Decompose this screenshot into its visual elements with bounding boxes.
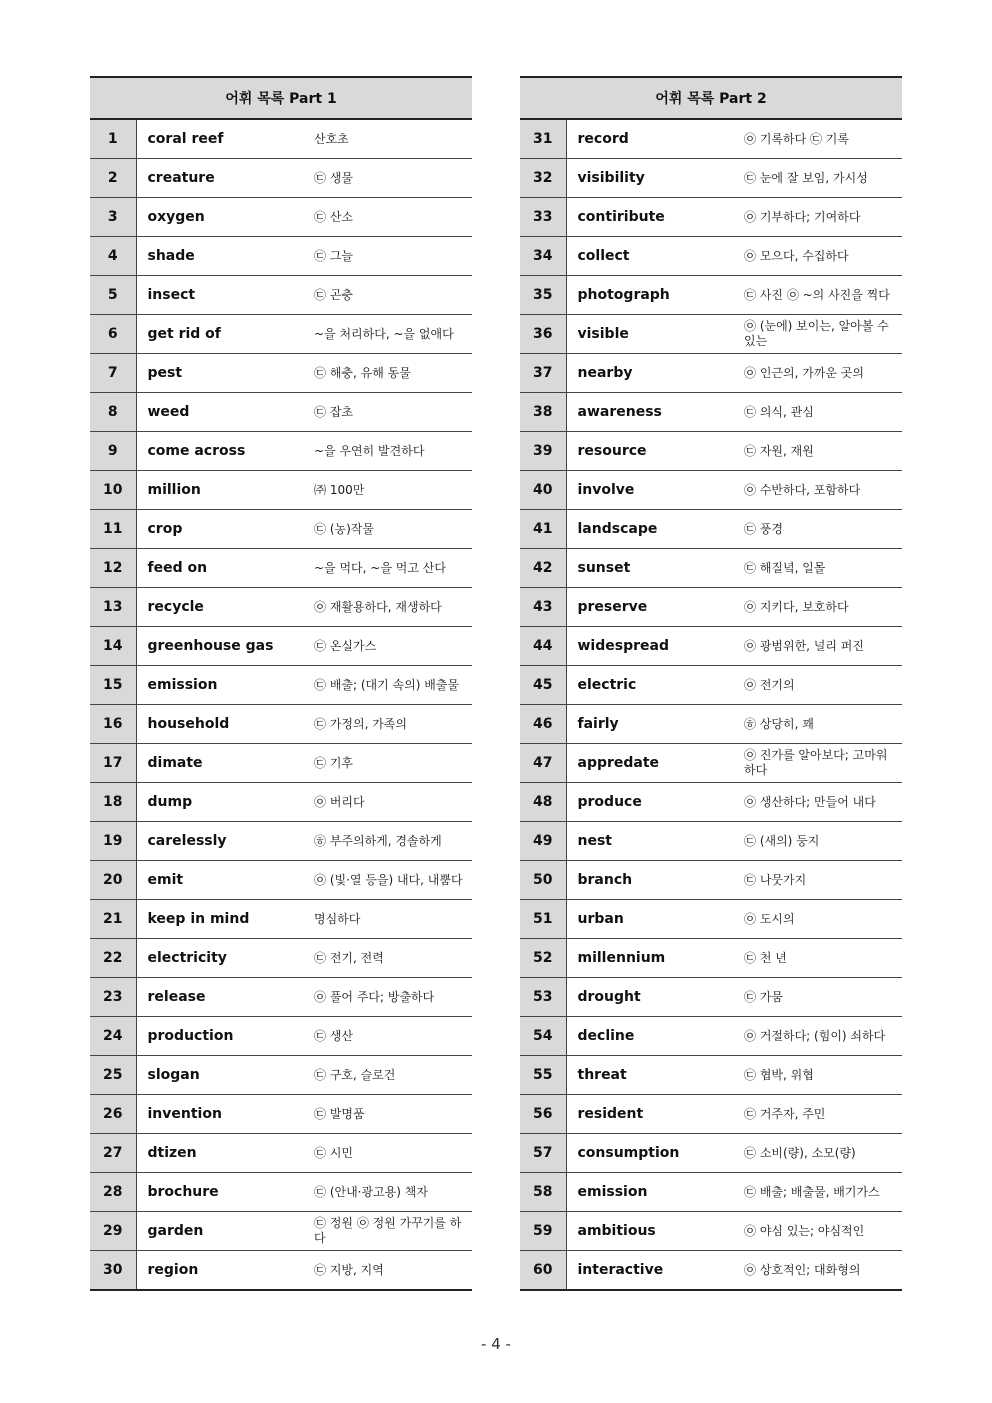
table-row bbox=[520, 822, 902, 861]
entry-meaning: ㉢ 잡초 bbox=[305, 393, 472, 432]
entry-number: 29 bbox=[90, 1212, 136, 1251]
entry-meaning: ㉢ 천 년 bbox=[735, 939, 902, 978]
entry-number: 17 bbox=[90, 744, 136, 783]
entry-number: 3 bbox=[90, 198, 136, 237]
entry-word: landscape bbox=[566, 510, 735, 549]
entry-word: carelessly bbox=[136, 822, 305, 861]
entry-word: emit bbox=[136, 861, 305, 900]
entry-meaning: ㉢ 해질녘, 일몰 bbox=[735, 549, 902, 588]
table-row bbox=[520, 315, 902, 354]
entry-number: 44 bbox=[520, 627, 566, 666]
entry-number: 39 bbox=[520, 432, 566, 471]
entry-meaning: ㉢ 사진 ㉧ ~의 사진을 찍다 bbox=[735, 276, 902, 315]
table-row bbox=[520, 354, 902, 393]
entry-meaning: ㉧ 야심 있는; 야심적인 bbox=[735, 1212, 902, 1251]
table-row bbox=[90, 393, 472, 432]
entry-number: 33 bbox=[520, 198, 566, 237]
entry-number: 54 bbox=[520, 1017, 566, 1056]
entry-word: feed on bbox=[136, 549, 305, 588]
entry-number: 43 bbox=[520, 588, 566, 627]
entry-number: 58 bbox=[520, 1173, 566, 1212]
entry-meaning: ㉧ 생산하다; 만들어 내다 bbox=[735, 783, 902, 822]
entry-word: millennium bbox=[566, 939, 735, 978]
entry-word: slogan bbox=[136, 1056, 305, 1095]
entry-number: 57 bbox=[520, 1134, 566, 1173]
entry-word: consumption bbox=[566, 1134, 735, 1173]
entry-word: oxygen bbox=[136, 198, 305, 237]
table-row bbox=[520, 510, 902, 549]
table-row bbox=[90, 237, 472, 276]
vocab-table-part1 bbox=[90, 76, 472, 1291]
entry-word: resource bbox=[566, 432, 735, 471]
entry-number: 32 bbox=[520, 159, 566, 198]
table-row bbox=[90, 198, 472, 237]
entry-word: coral reef bbox=[136, 119, 305, 159]
entry-word: nearby bbox=[566, 354, 735, 393]
table-row bbox=[520, 939, 902, 978]
entry-meaning: ㉧ 모으다, 수집하다 bbox=[735, 237, 902, 276]
table-row bbox=[520, 588, 902, 627]
entry-number: 30 bbox=[90, 1251, 136, 1291]
entry-meaning: ㉧ 진가를 알아보다; 고마워하다 bbox=[735, 744, 902, 783]
entry-meaning: ㉢ 전기, 전력 bbox=[305, 939, 472, 978]
table-row bbox=[90, 315, 472, 354]
entry-number: 5 bbox=[90, 276, 136, 315]
entry-meaning: ㉧ 상호적인; 대화형의 bbox=[744, 1262, 861, 1277]
entry-meaning: ㉢ (새의) 둥지 bbox=[735, 822, 902, 861]
entry-meaning: ㉧ 거절하다; (힘이) 쇠하다 bbox=[735, 1017, 902, 1056]
entry-meaning: ㉧ 재활용하다, 재생하다 bbox=[305, 588, 472, 627]
entry-meaning: ㉧ 풀어 주다; 방출하다 bbox=[305, 978, 472, 1017]
entry-word: million bbox=[136, 471, 305, 510]
table-row bbox=[520, 783, 902, 822]
entry-meaning: ㉧ (빛·열 등을) 내다, 내뿜다 bbox=[305, 861, 472, 900]
entry-meaning: ㉢ 발명품 bbox=[305, 1095, 472, 1134]
table-row bbox=[90, 432, 472, 471]
table-row bbox=[90, 822, 472, 861]
entry-meaning: ㉧ 수반하다, 포함하다 bbox=[735, 471, 902, 510]
entry-word: get rid of bbox=[136, 315, 305, 354]
table-row bbox=[90, 978, 472, 1017]
entry-meaning: ㉢ 거주자, 주민 bbox=[735, 1095, 902, 1134]
table-row bbox=[520, 393, 902, 432]
entry-word: creature bbox=[136, 159, 305, 198]
table-row bbox=[90, 588, 472, 627]
entry-word: insect bbox=[136, 276, 305, 315]
table-row bbox=[520, 666, 902, 705]
entry-meaning: ㉧ 기부하다; 기여하다 bbox=[735, 198, 902, 237]
entry-number: 7 bbox=[90, 354, 136, 393]
entry-word: electric bbox=[566, 666, 735, 705]
entry-number: 12 bbox=[90, 549, 136, 588]
table-row bbox=[520, 159, 902, 198]
entry-word: invention bbox=[136, 1095, 305, 1134]
entry-meaning: ㉢ 해충, 유해 동물 bbox=[305, 354, 472, 393]
entry-number: 55 bbox=[520, 1056, 566, 1095]
entry-number: 41 bbox=[520, 510, 566, 549]
entry-number: 18 bbox=[90, 783, 136, 822]
entry-word: region bbox=[147, 1262, 199, 1278]
table-row bbox=[520, 1095, 902, 1134]
entry-meaning: ㉢ 지방, 지역 bbox=[314, 1262, 384, 1277]
entry-word: household bbox=[136, 705, 305, 744]
entry-number: 11 bbox=[90, 510, 136, 549]
entry-number: 38 bbox=[520, 393, 566, 432]
table-row bbox=[520, 432, 902, 471]
entry-meaning: ㉢ (안내·광고용) 책자 bbox=[305, 1173, 472, 1212]
entry-meaning: ㉧ 인근의, 가까운 곳의 bbox=[735, 354, 902, 393]
table-row bbox=[520, 1056, 902, 1095]
table-row bbox=[90, 276, 472, 315]
table-row bbox=[90, 159, 472, 198]
entry-meaning: ㉢ 풍경 bbox=[735, 510, 902, 549]
entry-word: brochure bbox=[136, 1173, 305, 1212]
table-row bbox=[90, 627, 472, 666]
entry-meaning: ㉢ 배출; (대기 속의) 배출물 bbox=[305, 666, 472, 705]
entry-word: dtizen bbox=[136, 1134, 305, 1173]
entry-meaning: ~을 먹다, ~을 먹고 산다 bbox=[305, 549, 472, 588]
entry-number: 28 bbox=[90, 1173, 136, 1212]
entry-word: production bbox=[136, 1017, 305, 1056]
table-row bbox=[520, 1212, 902, 1251]
entry-number: 34 bbox=[520, 237, 566, 276]
entry-word: recycle bbox=[136, 588, 305, 627]
table-row bbox=[520, 1134, 902, 1173]
entry-word: preserve bbox=[566, 588, 735, 627]
entry-word: involve bbox=[566, 471, 735, 510]
entry-number: 19 bbox=[90, 822, 136, 861]
entry-number: 45 bbox=[520, 666, 566, 705]
entry-meaning: ㉧ 지키다, 보호하다 bbox=[735, 588, 902, 627]
entry-meaning: ㉢ 자원, 재원 bbox=[735, 432, 902, 471]
entry-word: resident bbox=[566, 1095, 735, 1134]
table-row bbox=[520, 471, 902, 510]
entry-word: crop bbox=[136, 510, 305, 549]
entry-word: electricity bbox=[136, 939, 305, 978]
table-title: 어휘 목록 Part 1 bbox=[90, 77, 472, 119]
entry-word: urban bbox=[566, 900, 735, 939]
entry-number: 35 bbox=[520, 276, 566, 315]
entry-meaning: ~을 우연히 발견하다 bbox=[305, 432, 472, 471]
table-row bbox=[90, 1095, 472, 1134]
entry-number: 50 bbox=[520, 861, 566, 900]
entry-number: 13 bbox=[90, 588, 136, 627]
entry-word: dimate bbox=[136, 744, 305, 783]
entry-number: 40 bbox=[520, 471, 566, 510]
entry-word: weed bbox=[136, 393, 305, 432]
table-row bbox=[90, 510, 472, 549]
entry-number: 24 bbox=[90, 1017, 136, 1056]
entry-word: emission bbox=[136, 666, 305, 705]
entry-word: threat bbox=[566, 1056, 735, 1095]
entry-word: ambitious bbox=[566, 1212, 735, 1251]
entry-word: nest bbox=[566, 822, 735, 861]
entry-meaning: ㉢ 구호, 슬로건 bbox=[305, 1056, 472, 1095]
entry-number: 25 bbox=[90, 1056, 136, 1095]
table-row bbox=[90, 1134, 472, 1173]
entry-word: dump bbox=[136, 783, 305, 822]
entry-word: produce bbox=[566, 783, 735, 822]
entry-word: branch bbox=[566, 861, 735, 900]
entry-number: 16 bbox=[90, 705, 136, 744]
entry-number: 22 bbox=[90, 939, 136, 978]
entry-meaning: ㉢ 생산 bbox=[305, 1017, 472, 1056]
table-row bbox=[520, 549, 902, 588]
entry-word: record bbox=[566, 119, 735, 159]
entry-number: 21 bbox=[90, 900, 136, 939]
entry-word: come across bbox=[136, 432, 305, 471]
entry-word: photograph bbox=[566, 276, 735, 315]
entry-number: 23 bbox=[90, 978, 136, 1017]
entry-word: emission bbox=[566, 1173, 735, 1212]
entry-word: garden bbox=[136, 1212, 305, 1251]
entry-word: visibility bbox=[566, 159, 735, 198]
table-row bbox=[90, 861, 472, 900]
table-row bbox=[90, 119, 472, 159]
entry-number: 4 bbox=[90, 237, 136, 276]
table-row bbox=[90, 783, 472, 822]
entry-number: 37 bbox=[520, 354, 566, 393]
table-row bbox=[520, 1173, 902, 1212]
entry-meaning: ㉢ 눈에 잘 보임, 가시성 bbox=[735, 159, 902, 198]
page-number: - 4 - bbox=[481, 1335, 511, 1353]
entry-word: release bbox=[136, 978, 305, 1017]
entry-meaning: 명심하다 bbox=[305, 900, 472, 939]
entry-number: 14 bbox=[90, 627, 136, 666]
entry-number: 31 bbox=[520, 119, 566, 159]
entry-meaning: ㉢ 의식, 관심 bbox=[735, 393, 902, 432]
table-row bbox=[520, 900, 902, 939]
entry-meaning: ㉢ 산소 bbox=[305, 198, 472, 237]
entry-number: 26 bbox=[90, 1095, 136, 1134]
entry-number: 46 bbox=[520, 705, 566, 744]
entry-number: 51 bbox=[520, 900, 566, 939]
entry-meaning: ㉢ 가뭄 bbox=[735, 978, 902, 1017]
entry-meaning: ㉢ 기후 bbox=[305, 744, 472, 783]
table-row bbox=[520, 119, 902, 159]
entry-meaning: ㉢ 배출; 배출물, 배기가스 bbox=[735, 1173, 902, 1212]
entry-word: greenhouse gas bbox=[136, 627, 305, 666]
entry-word: widespread bbox=[566, 627, 735, 666]
table-row bbox=[90, 666, 472, 705]
entry-word: visible bbox=[566, 315, 735, 354]
entry-word: pest bbox=[136, 354, 305, 393]
entry-number: 20 bbox=[90, 861, 136, 900]
entry-number: 10 bbox=[90, 471, 136, 510]
vocab-table-part2 bbox=[520, 76, 902, 1291]
table-row bbox=[520, 237, 902, 276]
entry-number: 36 bbox=[520, 315, 566, 354]
entry-meaning: ㉢ 생물 bbox=[305, 159, 472, 198]
entry-number: 47 bbox=[520, 744, 566, 783]
entry-meaning: ㉧ 도시의 bbox=[735, 900, 902, 939]
entry-meaning: ㉧ 광범위한, 널리 퍼진 bbox=[735, 627, 902, 666]
entry-word: shade bbox=[136, 237, 305, 276]
entry-meaning: 산호초 bbox=[305, 119, 472, 159]
entry-meaning: ㉧ (눈에) 보이는, 알아볼 수 있는 bbox=[735, 315, 902, 354]
table-row bbox=[90, 354, 472, 393]
table-row bbox=[90, 1056, 472, 1095]
entry-word: awareness bbox=[566, 393, 735, 432]
table-row bbox=[90, 900, 472, 939]
table-row bbox=[520, 1017, 902, 1056]
entry-number: 2 bbox=[90, 159, 136, 198]
entry-meaning: ㉢ 곤충 bbox=[305, 276, 472, 315]
table-row bbox=[90, 705, 472, 744]
entry-meaning: ㈜ 100만 bbox=[305, 471, 472, 510]
entry-word: sunset bbox=[566, 549, 735, 588]
entry-number: 1 bbox=[90, 119, 136, 159]
table-row bbox=[90, 1173, 472, 1212]
entry-meaning: ㉢ (농)작물 bbox=[305, 510, 472, 549]
table-row bbox=[520, 861, 902, 900]
table-row bbox=[520, 1251, 902, 1291]
entry-number: 9 bbox=[90, 432, 136, 471]
entry-number: 59 bbox=[520, 1212, 566, 1251]
entry-meaning: ㉧ 전기의 bbox=[735, 666, 902, 705]
entry-number: 56 bbox=[520, 1095, 566, 1134]
entry-meaning: ㉢ 나뭇가지 bbox=[735, 861, 902, 900]
table-row bbox=[520, 276, 902, 315]
entry-meaning: ㉢ 협박, 위협 bbox=[735, 1056, 902, 1095]
entry-meaning: ~을 처리하다, ~을 없애다 bbox=[305, 315, 472, 354]
table-row bbox=[520, 627, 902, 666]
table-row bbox=[520, 198, 902, 237]
entry-word: fairly bbox=[566, 705, 735, 744]
entry-meaning: ㉢ 소비(량), 소모(량) bbox=[735, 1134, 902, 1173]
table-row bbox=[90, 549, 472, 588]
table-row bbox=[90, 1212, 472, 1251]
entry-number: 48 bbox=[520, 783, 566, 822]
entry-number: 42 bbox=[520, 549, 566, 588]
table-row bbox=[90, 744, 472, 783]
entry-meaning: ㉭ 부주의하게, 경솔하게 bbox=[305, 822, 472, 861]
entry-meaning: ㉢ 시민 bbox=[305, 1134, 472, 1173]
entry-word: interactive bbox=[577, 1262, 664, 1278]
entry-number: 60 bbox=[520, 1251, 566, 1291]
table-row bbox=[520, 744, 902, 783]
table-row bbox=[520, 978, 902, 1017]
entry-number: 6 bbox=[90, 315, 136, 354]
entry-word: drought bbox=[566, 978, 735, 1017]
entry-word: keep in mind bbox=[136, 900, 305, 939]
entry-number: 15 bbox=[90, 666, 136, 705]
table-row bbox=[90, 471, 472, 510]
entry-word: contiribute bbox=[566, 198, 735, 237]
entry-number: 49 bbox=[520, 822, 566, 861]
table-row bbox=[90, 1017, 472, 1056]
table-row bbox=[90, 1251, 472, 1291]
entry-word: appredate bbox=[566, 744, 735, 783]
entry-meaning: ㉭ 상당히, 꽤 bbox=[735, 705, 902, 744]
entry-meaning: ㉧ 기록하다 ㉢ 기록 bbox=[735, 119, 902, 159]
entry-meaning: ㉢ 정원 ㉧ 정원 가꾸기를 하다 bbox=[305, 1212, 472, 1251]
entry-meaning: ㉢ 가정의, 가족의 bbox=[305, 705, 472, 744]
entry-meaning: ㉢ 온실가스 bbox=[305, 627, 472, 666]
entry-meaning: ㉢ 그늘 bbox=[305, 237, 472, 276]
entry-word: decline bbox=[566, 1017, 735, 1056]
entry-number: 53 bbox=[520, 978, 566, 1017]
entry-meaning: ㉧ 버리다 bbox=[305, 783, 472, 822]
table-row bbox=[520, 705, 902, 744]
entry-number: 52 bbox=[520, 939, 566, 978]
entry-word: collect bbox=[566, 237, 735, 276]
entry-number: 8 bbox=[90, 393, 136, 432]
table-row bbox=[90, 939, 472, 978]
entry-number: 27 bbox=[90, 1134, 136, 1173]
table-title: 어휘 목록 Part 2 bbox=[520, 77, 902, 119]
